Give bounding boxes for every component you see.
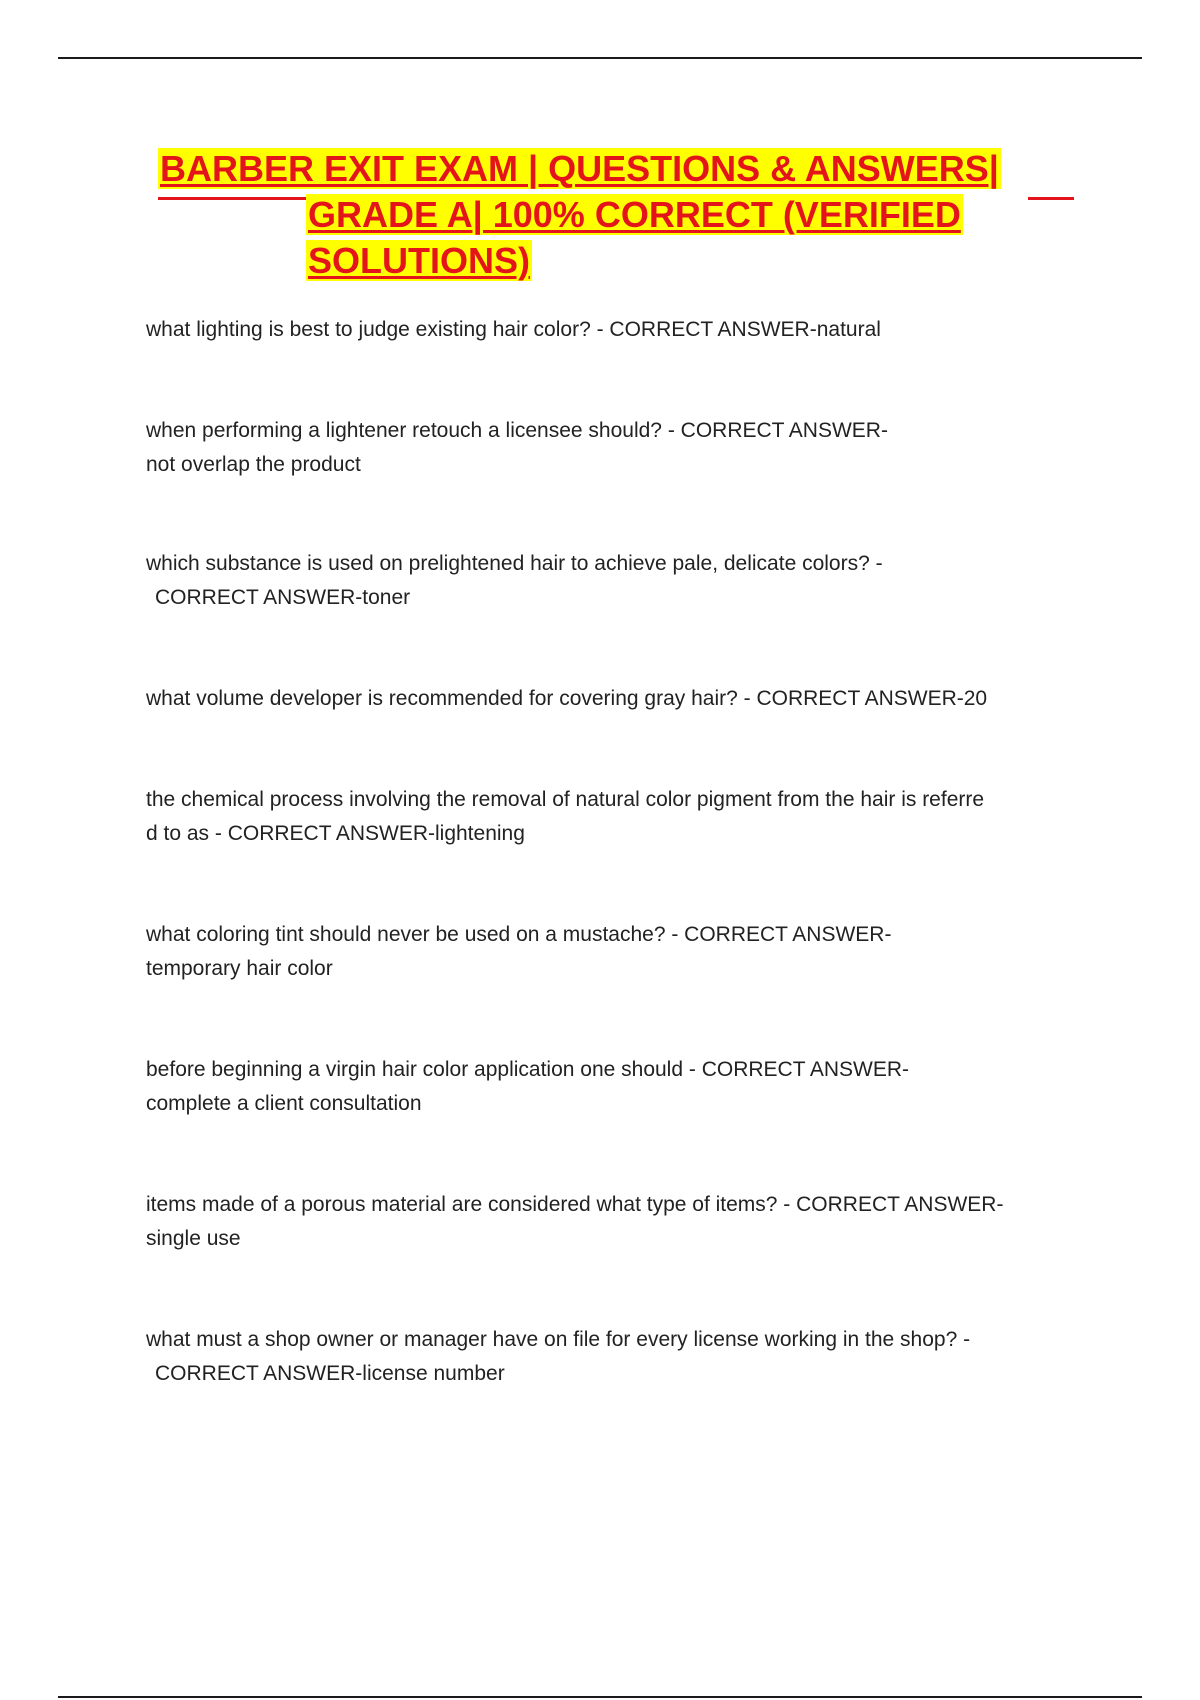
title-line-3 (158, 238, 1098, 284)
qa-item (146, 783, 1086, 851)
title-line-1 (158, 146, 1098, 192)
qa-line: what volume developer is recommended for covering gray hair? - CORRECT ANSWER-20 (146, 687, 988, 710)
qa-line: the chemical process involving the removal of natural color pigment from the hair is referre (146, 788, 985, 811)
qa-item (146, 1053, 1086, 1121)
title-line-1-text: BARBER EXIT EXAM | QUESTIONS & ANSWERS| (160, 148, 999, 189)
qa-line: single use (146, 1227, 241, 1250)
qa-line: not overlap the product (146, 453, 361, 476)
qa-line: what must a shop owner or manager have on file for every license working in the shop? - (146, 1328, 971, 1351)
title-line-2 (158, 192, 1098, 238)
qa-item (146, 414, 1086, 482)
title-line-3-text: SOLUTIONS) (308, 240, 530, 281)
qa-line: what lighting is best to judge existing hair color? - CORRECT ANSWER-natural (146, 318, 881, 341)
page-bottom-rule (58, 1696, 1142, 1698)
qa-line: d to as - CORRECT ANSWER-lightening (146, 822, 525, 845)
page-top-rule (58, 57, 1142, 59)
qa-line: complete a client consultation (146, 1092, 422, 1115)
document-title (158, 146, 1098, 284)
qa-line: what coloring tint should never be used on a mustache? - CORRECT ANSWER- (146, 923, 892, 946)
qa-item (146, 1323, 1086, 1391)
title-line-2-text: GRADE A| 100% CORRECT (VERIFIED (308, 194, 961, 235)
qa-line: CORRECT ANSWER-license number (155, 1362, 505, 1385)
qa-line: CORRECT ANSWER-toner (155, 586, 411, 609)
qa-line: which substance is used on prelightened hair to achieve pale, delicate colors? - (146, 552, 883, 575)
qa-item (146, 1188, 1086, 1256)
qa-line: items made of a porous material are considered what type of items? - CORRECT ANSWER- (146, 1193, 1004, 1216)
qa-item (146, 918, 1086, 986)
qa-line: before beginning a virgin hair color application one should - CORRECT ANSWER- (146, 1058, 909, 1081)
qa-item (146, 313, 1086, 347)
qa-item (146, 682, 1086, 716)
qa-item (146, 547, 1086, 615)
qa-line: when performing a lightener retouch a licensee should? - CORRECT ANSWER- (146, 419, 888, 442)
qa-line: temporary hair color (146, 957, 333, 980)
